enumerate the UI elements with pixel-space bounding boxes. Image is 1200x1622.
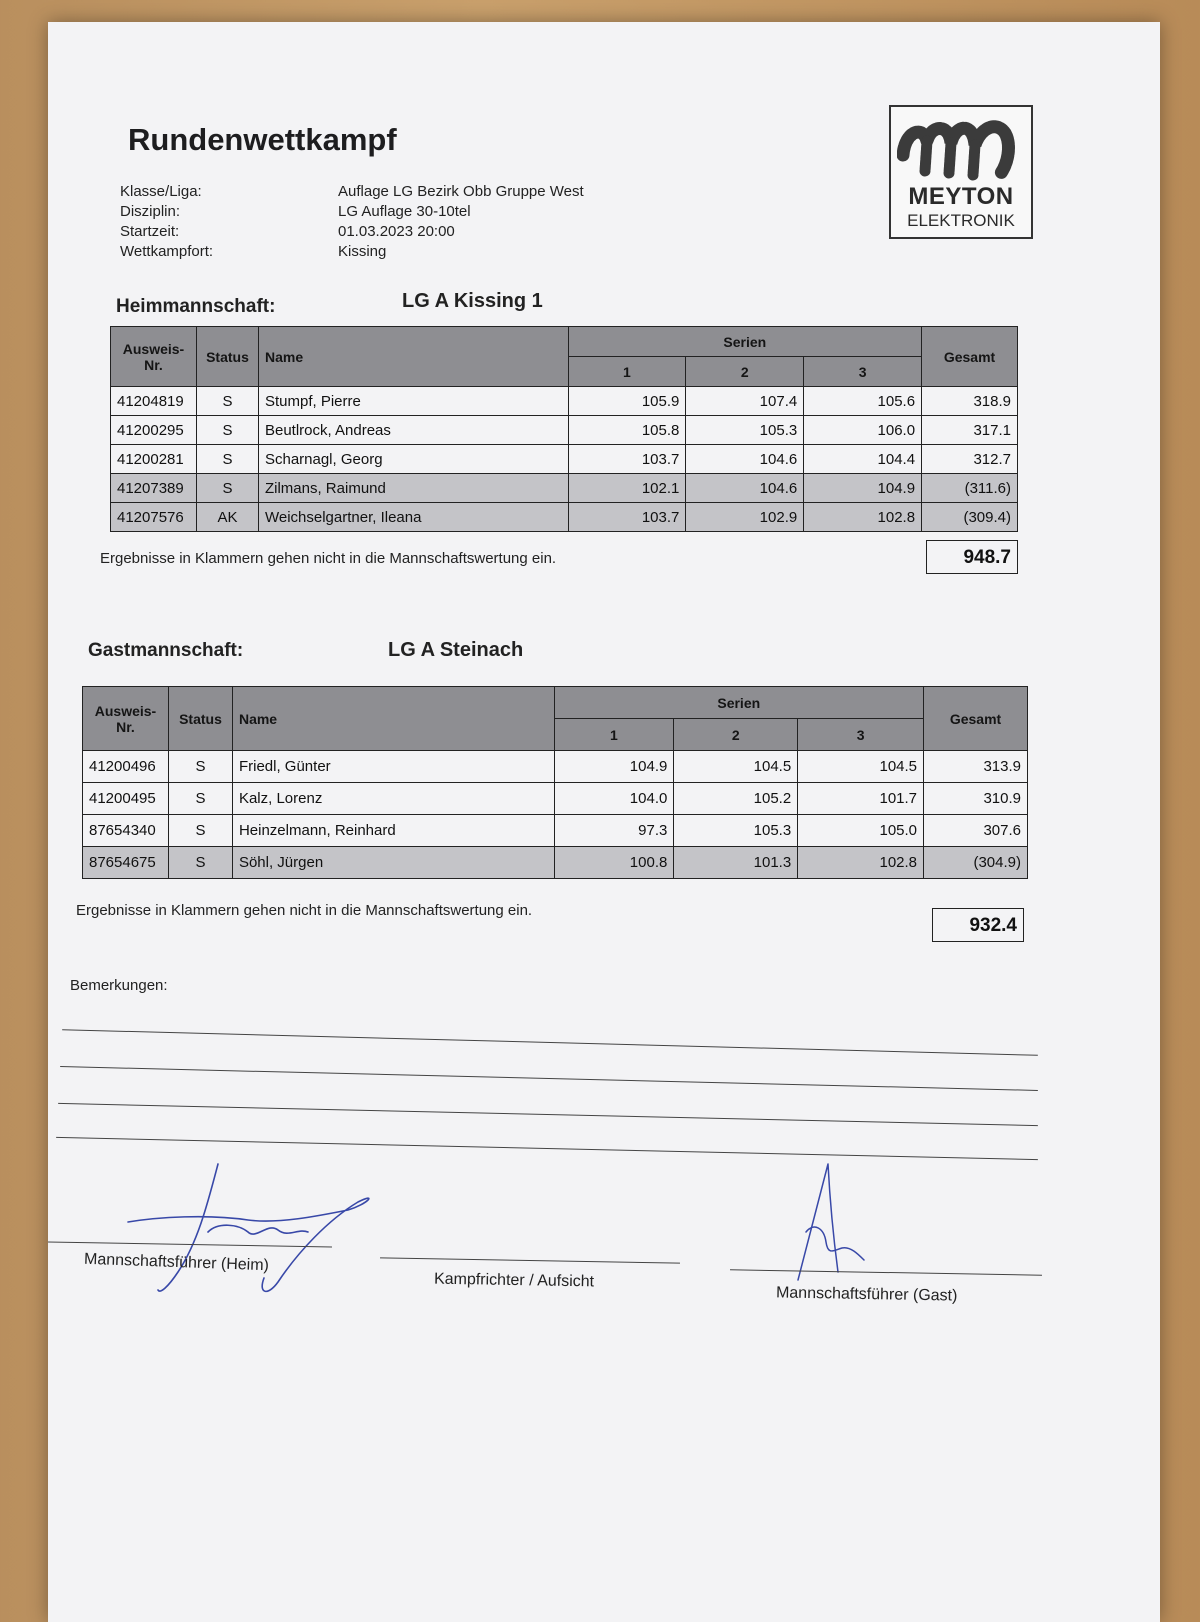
cell-id: 41207576 [111, 503, 197, 532]
col-header-series: Serien [554, 687, 924, 719]
meta-row-league [120, 182, 584, 202]
home-team-name: LG A Kissing 1 [402, 290, 543, 312]
cell-id: 41207389 [111, 474, 197, 503]
col-header-name: Name [258, 327, 568, 387]
cell-series-2: 101.3 [674, 847, 798, 879]
remarks-line-2 [60, 1066, 1038, 1091]
cell-series-1: 103.7 [568, 503, 686, 532]
cell-series-3: 105.6 [804, 387, 922, 416]
col-header-series-1: 1 [554, 719, 674, 751]
col-header-series: Serien [568, 327, 922, 357]
cell-id: 41200495 [83, 783, 169, 815]
guest-captain-caption: Mannschaftsführer (Gast) [775, 1284, 958, 1305]
guest-results-table [82, 686, 1028, 879]
col-header-status: Status [196, 327, 258, 387]
cell-status: S [196, 387, 258, 416]
guest-team-name: LG A Steinach [388, 639, 524, 661]
cell-name: Friedl, Günter [232, 751, 554, 783]
meyton-logo [889, 105, 1033, 239]
home-captain-signature [88, 1162, 388, 1302]
col-header-series-2: 2 [674, 719, 798, 751]
cell-total: 307.6 [924, 815, 1028, 847]
cell-series-2: 102.9 [686, 503, 804, 532]
cell-total: (304.9) [924, 847, 1028, 879]
cell-series-3: 101.7 [798, 783, 924, 815]
cell-total: 310.9 [924, 783, 1028, 815]
logo-mark-icon [897, 111, 1021, 183]
cell-total: (309.4) [922, 503, 1018, 532]
cell-status: S [168, 847, 232, 879]
table-row [111, 387, 1018, 416]
home-bracket-note: Ergebnisse in Klammern gehen nicht in die Mannschaftswertung ein. [100, 550, 557, 567]
cell-status: S [168, 783, 232, 815]
guest-team-label: Gastmannschaft: [88, 640, 244, 661]
cell-total: 318.9 [922, 387, 1018, 416]
cell-name: Heinzelmann, Reinhard [232, 815, 554, 847]
cell-series-2: 104.6 [686, 445, 804, 474]
cell-total: 317.1 [922, 416, 1018, 445]
guest-bracket-note: Ergebnisse in Klammern gehen nicht in die Mannschaftswertung ein. [76, 902, 533, 919]
meta-label: Klasse/Liga: [120, 183, 202, 200]
cell-status: S [196, 445, 258, 474]
score-sheet [48, 22, 1160, 1622]
home-team-total: 948.7 [926, 540, 1018, 574]
col-header-total: Gesamt [924, 687, 1028, 751]
cell-series-2: 104.6 [686, 474, 804, 503]
cell-series-1: 105.9 [568, 387, 686, 416]
col-header-status: Status [168, 687, 232, 751]
meta-label: Disziplin: [120, 203, 181, 220]
cell-id: 41200281 [111, 445, 197, 474]
col-header-series-2: 2 [686, 357, 804, 387]
remarks-line-1 [62, 1029, 1038, 1056]
cell-id: 41200496 [83, 751, 169, 783]
cell-series-1: 104.0 [554, 783, 674, 815]
meta-value: 01.03.2023 20:00 [338, 223, 455, 240]
referee-caption: Kampfrichter / Aufsicht [433, 1270, 595, 1291]
remarks-line-3 [58, 1103, 1038, 1126]
cell-total: 313.9 [924, 751, 1028, 783]
col-header-series-3: 3 [798, 719, 924, 751]
cell-series-1: 97.3 [554, 815, 674, 847]
cell-name: Stumpf, Pierre [258, 387, 568, 416]
remarks-label: Bemerkungen: [70, 977, 168, 994]
meta-value: Auflage LG Bezirk Obb Gruppe West [338, 183, 584, 200]
cell-series-2: 105.2 [674, 783, 798, 815]
logo-text-primary: MEYTON [908, 183, 1014, 210]
cell-status: S [168, 751, 232, 783]
table-row [83, 847, 1028, 879]
meta-row-start-time [120, 222, 584, 242]
col-header-id: Ausweis-Nr. [83, 687, 169, 751]
col-header-series-3: 3 [804, 357, 922, 387]
meta-row-discipline [120, 202, 584, 222]
cell-series-3: 106.0 [804, 416, 922, 445]
meta-row-venue [120, 242, 584, 262]
cell-status: AK [196, 503, 258, 532]
cell-id: 41204819 [111, 387, 197, 416]
cell-id: 41200295 [111, 416, 197, 445]
table-row [83, 751, 1028, 783]
cell-series-2: 107.4 [686, 387, 804, 416]
table-row [111, 445, 1018, 474]
home-captain-caption: Mannschaftsführer (Heim) [83, 1250, 270, 1275]
cell-series-3: 102.8 [804, 503, 922, 532]
col-header-total: Gesamt [922, 327, 1018, 387]
cell-series-1: 100.8 [554, 847, 674, 879]
meta-label: Startzeit: [120, 223, 180, 240]
cell-name: Söhl, Jürgen [232, 847, 554, 879]
cell-series-2: 105.3 [686, 416, 804, 445]
cell-name: Beutlrock, Andreas [258, 416, 568, 445]
table-row [111, 503, 1018, 532]
cell-series-1: 102.1 [568, 474, 686, 503]
meta-value: LG Auflage 30-10tel [338, 203, 471, 220]
cell-series-1: 104.9 [554, 751, 674, 783]
cell-series-2: 104.5 [674, 751, 798, 783]
cell-series-3: 105.0 [798, 815, 924, 847]
cell-name: Zilmans, Raimund [258, 474, 568, 503]
cell-id: 87654340 [83, 815, 169, 847]
col-header-id: Ausweis-Nr. [111, 327, 197, 387]
col-header-name: Name [232, 687, 554, 751]
cell-series-3: 104.5 [798, 751, 924, 783]
cell-series-1: 103.7 [568, 445, 686, 474]
cell-name: Scharnagl, Georg [258, 445, 568, 474]
cell-name: Kalz, Lorenz [232, 783, 554, 815]
home-results-table [110, 326, 1018, 532]
referee-line [380, 1257, 680, 1263]
meta-label: Wettkampfort: [120, 243, 214, 260]
guest-team-total: 932.4 [932, 908, 1024, 942]
cell-name: Weichselgartner, Ileana [258, 503, 568, 532]
table-row [83, 815, 1028, 847]
cell-series-3: 104.9 [804, 474, 922, 503]
cell-total: 312.7 [922, 445, 1018, 474]
cell-series-3: 104.4 [804, 445, 922, 474]
home-team-label: Heimmannschaft: [116, 296, 276, 317]
col-header-series-1: 1 [568, 357, 686, 387]
cell-status: S [196, 474, 258, 503]
cell-total: (311.6) [922, 474, 1018, 503]
cell-status: S [168, 815, 232, 847]
table-row [83, 783, 1028, 815]
meta-value: Kissing [338, 243, 387, 260]
cell-series-1: 105.8 [568, 416, 686, 445]
logo-text-secondary: ELEKTRONIK [907, 211, 1015, 230]
document-title: Rundenwettkampf [128, 122, 397, 157]
cell-series-3: 102.8 [798, 847, 924, 879]
cell-status: S [196, 416, 258, 445]
remarks-line-4 [56, 1137, 1038, 1160]
table-row [111, 474, 1018, 503]
cell-id: 87654675 [83, 847, 169, 879]
match-meta [120, 182, 584, 262]
cell-series-2: 105.3 [674, 815, 798, 847]
table-row [111, 416, 1018, 445]
